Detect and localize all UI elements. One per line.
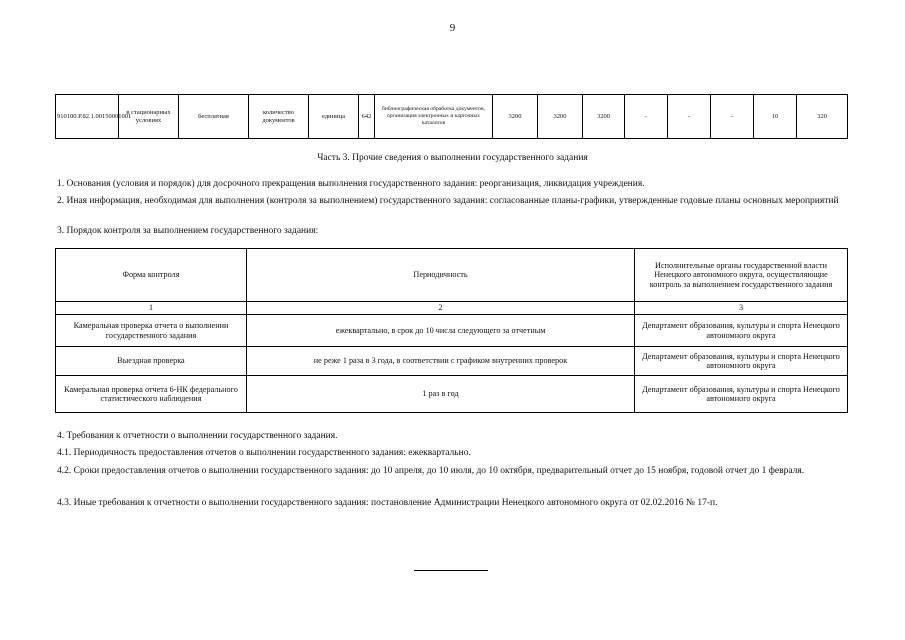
value-cell: 3200 [538,95,583,139]
paragraph-other-info: 2. Иная информация, необходимая для выполнения (контроля за выполнением) государственного задания: согласованные планы-графики, утвержденные годовые планы основных мероприятий [57,196,839,206]
indicator-name-cell: количество документов [249,95,309,139]
column-header: Форма контроля [56,249,247,302]
control-form-cell: Выездная проверка [56,347,247,376]
periodicity-cell: не реже 1 раза в 3 года, в соответствии с графиком внутренних проверок [247,347,635,376]
control-form-cell: Камеральная проверка отчета 6-НК федерального статистического наблюдения [56,376,247,413]
payment-type-cell: бесплатная [179,95,249,139]
deviation-absolute-cell: 320 [797,95,848,139]
paragraph-reporting: 4. Требования к отчетности о выполнении государственного задания. [57,431,338,441]
value-cell: 3200 [493,95,538,139]
table-header-row [56,249,848,302]
conditions-cell: в стационарных условиях [119,95,179,139]
description-cell: библиографическая обработка документов, организация электронных и карточных каталогов [375,95,493,139]
table-row [56,376,848,413]
column-number: 3 [635,302,848,315]
part3-heading: Часть 3. Прочие сведения о выполнении государственного задания [317,153,588,163]
service-volume-table [55,94,848,139]
column-number: 1 [56,302,247,315]
column-header: Исполнительные органы государственной власти Ненецкого автономного округа, осуществляющие контроль за выполнением государственного задания [635,249,848,302]
footnote-divider [414,570,488,571]
control-body-cell: Департамент образования, культуры и спорта Ненецкого автономного округа [635,347,848,376]
control-body-cell: Департамент образования, культуры и спорта Ненецкого автономного округа [635,376,848,413]
register-code-cell: 910100.Р.82.1.00150001001 [56,95,119,139]
table-row [56,347,848,376]
paragraph-termination: 1. Основания (условия и порядок) для досрочного прекращения выполнения государственного задания: реорганизация, ликвидация учреждения. [57,179,645,189]
periodicity-cell: ежеквартально, в срок до 10 числа следующего за отчетным [247,315,635,347]
table-row [56,95,848,139]
column-number-row [56,302,848,315]
deviation-percent-cell: 10 [754,95,797,139]
control-body-cell: Департамент образования, культуры и спорта Ненецкого автономного округа [635,315,848,347]
paragraph-reporting-deadlines: 4.2. Сроки предоставления отчетов о выполнении государственного задания: до 10 апреля, до 10 июля, до 10 октября, предварительный отчет до 15 ноября, годовой отчет до 1 февраля. [57,466,805,476]
paragraph-reporting-other: 4.3. Иные требования к отчетности о выполнении государственного задания: постановление Администрации Ненецкого автономного округа от 02.02.2016 № 17-п. [57,498,718,508]
unit-code-cell: 642 [359,95,375,139]
page-number: 9 [449,22,456,34]
value-cell: 3200 [583,95,625,139]
control-form-cell: Камеральная проверка отчета о выполнении государственного задания [56,315,247,347]
value-cell: - [668,95,711,139]
column-number: 2 [247,302,635,315]
column-header: Периодичность [247,249,635,302]
control-table [55,248,848,413]
paragraph-reporting-frequency: 4.1. Периодичность предоставления отчетов о выполнении государственного задания: ежеквартально. [57,448,471,458]
value-cell: - [711,95,754,139]
paragraph-control-order: 3. Порядок контроля за выполнением государственного задания: [57,226,319,236]
periodicity-cell: 1 раз в год [247,376,635,413]
value-cell: - [625,95,668,139]
unit-name-cell: единица [309,95,359,139]
table-row [56,315,848,347]
